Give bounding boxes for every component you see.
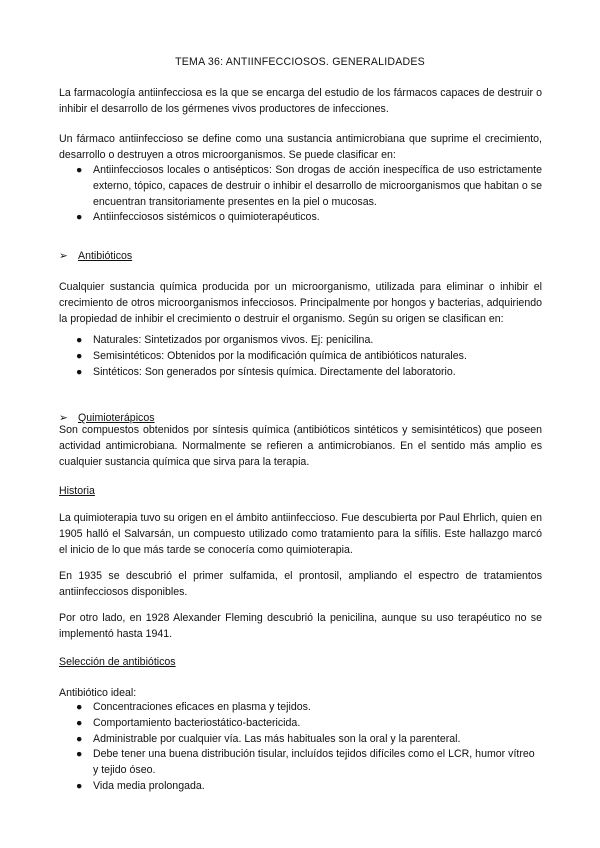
bullet-icon: ● bbox=[76, 748, 83, 761]
list-item: ● Vida media prolongada. bbox=[59, 779, 542, 795]
section-heading-antibioticos: ➢ Antibióticos bbox=[59, 249, 561, 265]
bullet-icon: ● bbox=[76, 334, 83, 346]
definition-paragraph: Un fármaco antiinfeccioso se define como una sustancia antimicrobiana que suprime el crecimiento, desarrollo o destruyen a otros microorganismos. Se puede clasificar en: bbox=[59, 133, 542, 161]
section-heading-seleccion: Selección de antibióticos bbox=[59, 656, 176, 668]
bullet-icon: ● bbox=[76, 779, 83, 792]
list-item: ● Sintéticos: Son generados por síntesis química. Directamente del laboratorio. bbox=[59, 365, 542, 381]
bullet-icon: ● bbox=[76, 349, 83, 362]
antibioticos-paragraph: Cualquier sustancia química producida por un microorganismo, utilizada para eliminar o inhibir el crecimiento de otros microorganismos infecciosos. Principalmente por hongos y bacterias, adquiriendo la propiedad de inhibir el crecimiento o destruir el organismo. Según su origen se clasifican en: bbox=[59, 281, 542, 325]
classification-list bbox=[59, 163, 542, 226]
list-item: ● Comportamiento bacteriostático-bactericida. bbox=[59, 716, 542, 732]
arrow-icon: ➢ bbox=[59, 411, 68, 424]
antibioticos-origin-list bbox=[59, 333, 542, 380]
historia-paragraph-3: Por otro lado, en 1928 Alexander Fleming descubrió la penicilina, aunque su uso terapéutico no se implementó hasta 1941. bbox=[59, 612, 542, 640]
list-item: ● Antiinfecciosos sistémicos o quimioterapéuticos. bbox=[59, 210, 542, 226]
bullet-icon: ● bbox=[76, 211, 83, 224]
list-item: ● Semisintéticos: Obtenidos por la modificación química de antibióticos naturales. bbox=[59, 349, 542, 365]
bullet-icon: ● bbox=[76, 701, 83, 713]
antibiotico-ideal-list bbox=[59, 700, 542, 795]
bullet-icon: ● bbox=[76, 716, 83, 729]
bullet-icon: ● bbox=[76, 164, 83, 176]
quimioterapicos-paragraph: Son compuestos obtenidos por síntesis química (antibióticos sintéticos y semisintéticos) que poseen actividad antimicrobiana. Normalmente se refieren a antimicrobianos. En el sentido más amplio es cualquier sustancia química que sirva para la terapia. bbox=[59, 424, 542, 468]
antibiotico-ideal-label: Antibiótico ideal: bbox=[59, 687, 137, 699]
bullet-icon: ● bbox=[76, 365, 83, 378]
list-item: ● Naturales: Sintetizados por organismos vivos. Ej: penicilina. bbox=[59, 333, 542, 349]
list-item: ● Administrable por cualquier vía. Las más habituales son la oral y la parenteral. bbox=[59, 732, 542, 748]
list-item: ● Concentraciones eficaces en plasma y tejidos. bbox=[59, 700, 542, 716]
historia-paragraph-1: La quimioterapia tuvo su origen en el ámbito antiinfeccioso. Fue descubierta por Paul Ehrlich, quien en 1905 halló el Salvarsán, un compuesto utilizado como tratamiento para la sífilis. Este hallazgo marcó el inicio de lo que más tarde se conocería como quimioterapia. bbox=[59, 512, 542, 556]
intro-paragraph: La farmacología antiinfecciosa es la que se encarga del estudio de los fármacos capaces de destruir o inhibir el desarrollo de los gérmenes vivos productores de infecciones. bbox=[59, 87, 542, 115]
historia-paragraph-2: En 1935 se descubrió el primer sulfamida, el prontosil, ampliando el espectro de tratamientos antiinfecciosos disponibles. bbox=[59, 570, 542, 598]
list-item: ● Debe tener una buena distribución tisular, incluídos tejidos difíciles como el LCR, humor vítreo y tejido óseo. bbox=[76, 748, 535, 777]
section-heading-quimioterapicos: ➢ Quimioterápicos bbox=[59, 411, 561, 427]
list-item: ● Antiinfecciosos locales o antisépticos: Son drogas de acción inespecífica de uso estrictamente externo, tópico, capaces de destruir o inhibir el desarrollo de microorganismos que habitan o se encuentran transitoriamente presentes en la piel o mucosas. bbox=[76, 164, 542, 208]
page-title: TEMA 36: ANTIINFECCIOSOS. GENERALIDADES bbox=[175, 56, 425, 68]
arrow-icon: ➢ bbox=[59, 250, 68, 262]
bullet-icon: ● bbox=[76, 732, 83, 745]
section-heading-historia: Historia bbox=[59, 485, 95, 497]
